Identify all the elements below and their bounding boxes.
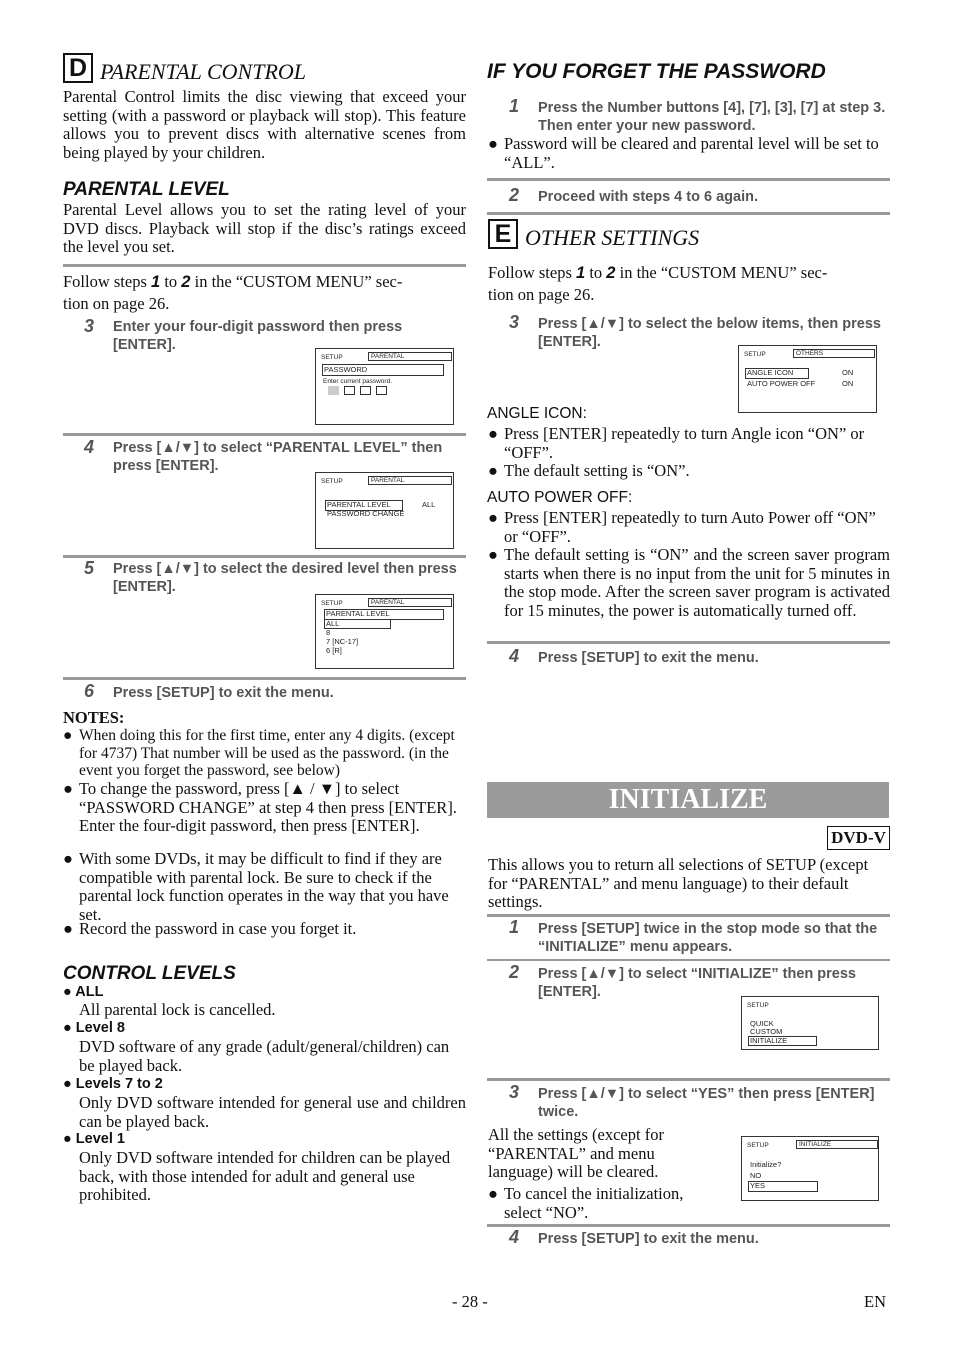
step-text: Press [▲/▼] to select “INITIALIZE” then press [ENTER]. <box>538 966 856 1000</box>
screen-initialize-confirm: SETUP INITIALIZE Initialize? NO YES <box>741 1136 879 1201</box>
level-desc: DVD software of any grade (adult/general/children) can be played back. <box>79 1037 450 1075</box>
parental-level-heading: PARENTAL LEVEL <box>63 179 230 200</box>
step-number: 3 <box>84 316 95 336</box>
auto-bullet: ● Press [ENTER] repeatedly to turn Auto Power off “ON” or “OFF”. <box>488 508 876 546</box>
section-letter-e: E <box>488 219 518 249</box>
step-number: 6 <box>84 681 95 701</box>
note-item: ● When doing this for the first time, enter any 4 digits. (except for 4737) That number will be used as the password. (in the event you forget the password, see below) <box>63 727 455 779</box>
step-text: Enter your four-digit password then press [ENTER]. <box>113 319 403 353</box>
step-text: Press [▲/▼] to select the below items, then press [ENTER]. <box>538 316 881 350</box>
step-number: 1 <box>509 917 520 937</box>
step-text: Press [SETUP] to exit the menu. <box>538 1231 759 1247</box>
step-number: 3 <box>509 312 520 332</box>
level-desc: Only DVD software intended for children can be played back, with those intended for adult and general use prohibited. <box>79 1148 451 1204</box>
step-number: 4 <box>84 437 95 457</box>
follow-steps-text: Follow steps 1 to 2 in the “CUSTOM MENU” sec- tion on page 26. <box>63 272 403 313</box>
step-text: Press [SETUP] to exit the menu. <box>538 650 759 666</box>
section-letter-d: D <box>63 53 93 83</box>
step-text: Press [▲/▼] to select “YES” then press [ENTER] twice. <box>538 1086 875 1120</box>
language-code: EN <box>864 1292 886 1311</box>
screen-password: SETUP PARENTAL PASSWORD Enter current password. <box>315 348 454 425</box>
level-desc: All parental lock is cancelled. <box>79 1000 276 1019</box>
angle-icon-heading: ANGLE ICON: <box>487 405 587 422</box>
divider <box>63 555 466 558</box>
screen-parental-menu: SETUP PARENTAL PARENTAL LEVEL ALL PASSWORD CHANGE <box>315 472 454 549</box>
divider <box>487 641 890 644</box>
auto-power-off-heading: AUTO POWER OFF: <box>487 489 633 506</box>
page-number: - 28 - <box>452 1292 488 1311</box>
step-text: Press [▲/▼] to select the desired level then press [ENTER]. <box>113 561 457 595</box>
step-text: Press [▲/▼] to select “PARENTAL LEVEL” then press [ENTER]. <box>113 440 443 474</box>
divider <box>487 959 890 961</box>
divider <box>487 178 890 181</box>
level-name: ● Level 8 <box>63 1020 125 1036</box>
step-text: Press [SETUP] to exit the menu. <box>113 685 334 701</box>
screen-others: SETUP OTHERS ANGLE ICON ON AUTO POWER OFF ON <box>738 345 877 413</box>
step-number: 2 <box>509 185 520 205</box>
parental-level-text: Parental Level allows you to set the rating level of your DVD discs. Playback will stop if the disc’s ratings exceed the level you set. <box>63 200 466 256</box>
divider <box>487 914 890 917</box>
dvd-v-badge: DVD-V <box>827 826 890 850</box>
screen-level-list: SETUP PARENTAL PARENTAL LEVEL ALL 8 7 [NC-17] 6 [R] <box>315 594 454 669</box>
note-item: ● With some DVDs, it may be difficult to find if they are compatible with parental lock. Be sure to check if the parental lock function operates in the way that you have set. <box>63 849 449 924</box>
forget-bullet: ● Password will be cleared and parental level will be set to “ALL”. <box>488 134 879 172</box>
step-number: 1 <box>509 96 520 116</box>
note-item: ● To change the password, press [▲ / ▼] to select “PASSWORD CHANGE” at step 4 then press [ENTER]. Enter the four-digit password, then press [ENTER]. <box>63 779 457 835</box>
divider <box>63 433 466 436</box>
level-desc: Only DVD software intended for general use and children can be played back. <box>79 1093 466 1131</box>
parental-intro: Parental Control limits the disc viewing that exceed your setting (with a password or playback will stop). This feature allows you to prevent discs with alternative scenes from being played by your children. <box>63 87 466 162</box>
step-number: 2 <box>509 962 520 982</box>
divider <box>63 677 466 680</box>
initialize-banner: INITIALIZE <box>487 782 889 818</box>
step-text: Press [SETUP] twice in the stop mode so that the “INITIALIZE” menu appears. <box>538 921 878 955</box>
angle-bullet: ● Press [ENTER] repeatedly to turn Angle icon “ON” or “OFF”. <box>488 424 865 462</box>
divider <box>487 212 890 215</box>
divider <box>487 1224 890 1227</box>
step-number: 4 <box>509 646 520 666</box>
angle-bullet: ● The default setting is “ON”. <box>488 461 690 480</box>
note-item: ● Record the password in case you forget it. <box>63 919 357 938</box>
level-name: ● Levels 7 to 2 <box>63 1076 163 1092</box>
section-title-other-settings: OTHER SETTINGS <box>525 225 700 250</box>
step-number: 5 <box>84 558 95 578</box>
divider <box>63 264 466 267</box>
initialize-after-text: All the settings (except for “PARENTAL” and menu language) will be cleared. <box>488 1125 664 1181</box>
step-number: 4 <box>509 1227 520 1247</box>
control-levels-heading: CONTROL LEVELS <box>63 963 236 984</box>
screen-initialize-menu: SETUP QUICK CUSTOM INITIALIZE <box>741 996 879 1050</box>
follow-steps-text: Follow steps 1 to 2 in the “CUSTOM MENU” sec- tion on page 26. <box>488 263 828 304</box>
initialize-bullet: ● To cancel the initialization, select “NO”. <box>488 1184 684 1222</box>
level-name: ● ALL <box>63 984 104 1000</box>
forget-password-heading: IF YOU FORGET THE PASSWORD <box>487 60 826 83</box>
step-number: 3 <box>509 1082 520 1102</box>
initialize-intro: This allows you to return all selections of SETUP (except for “PARENTAL” and menu language) to their default settings. <box>488 855 869 911</box>
level-name: ● Level 1 <box>63 1131 125 1147</box>
auto-bullet: ● The default setting is “ON” and the screen saver program starts when there is no input from the unit for 5 minutes in the stop mode. After the screen saver program is activated for 15 minutes, the power is automatically turned off. <box>488 545 890 620</box>
step-text: Press the Number buttons [4], [7], [3], [7] at step 3. Then enter your new password. <box>538 100 886 134</box>
section-title-parental-control: PARENTAL CONTROL <box>100 59 307 84</box>
step-text: Proceed with steps 4 to 6 again. <box>538 189 758 205</box>
divider <box>487 1078 890 1081</box>
notes-heading: NOTES: <box>63 708 125 727</box>
